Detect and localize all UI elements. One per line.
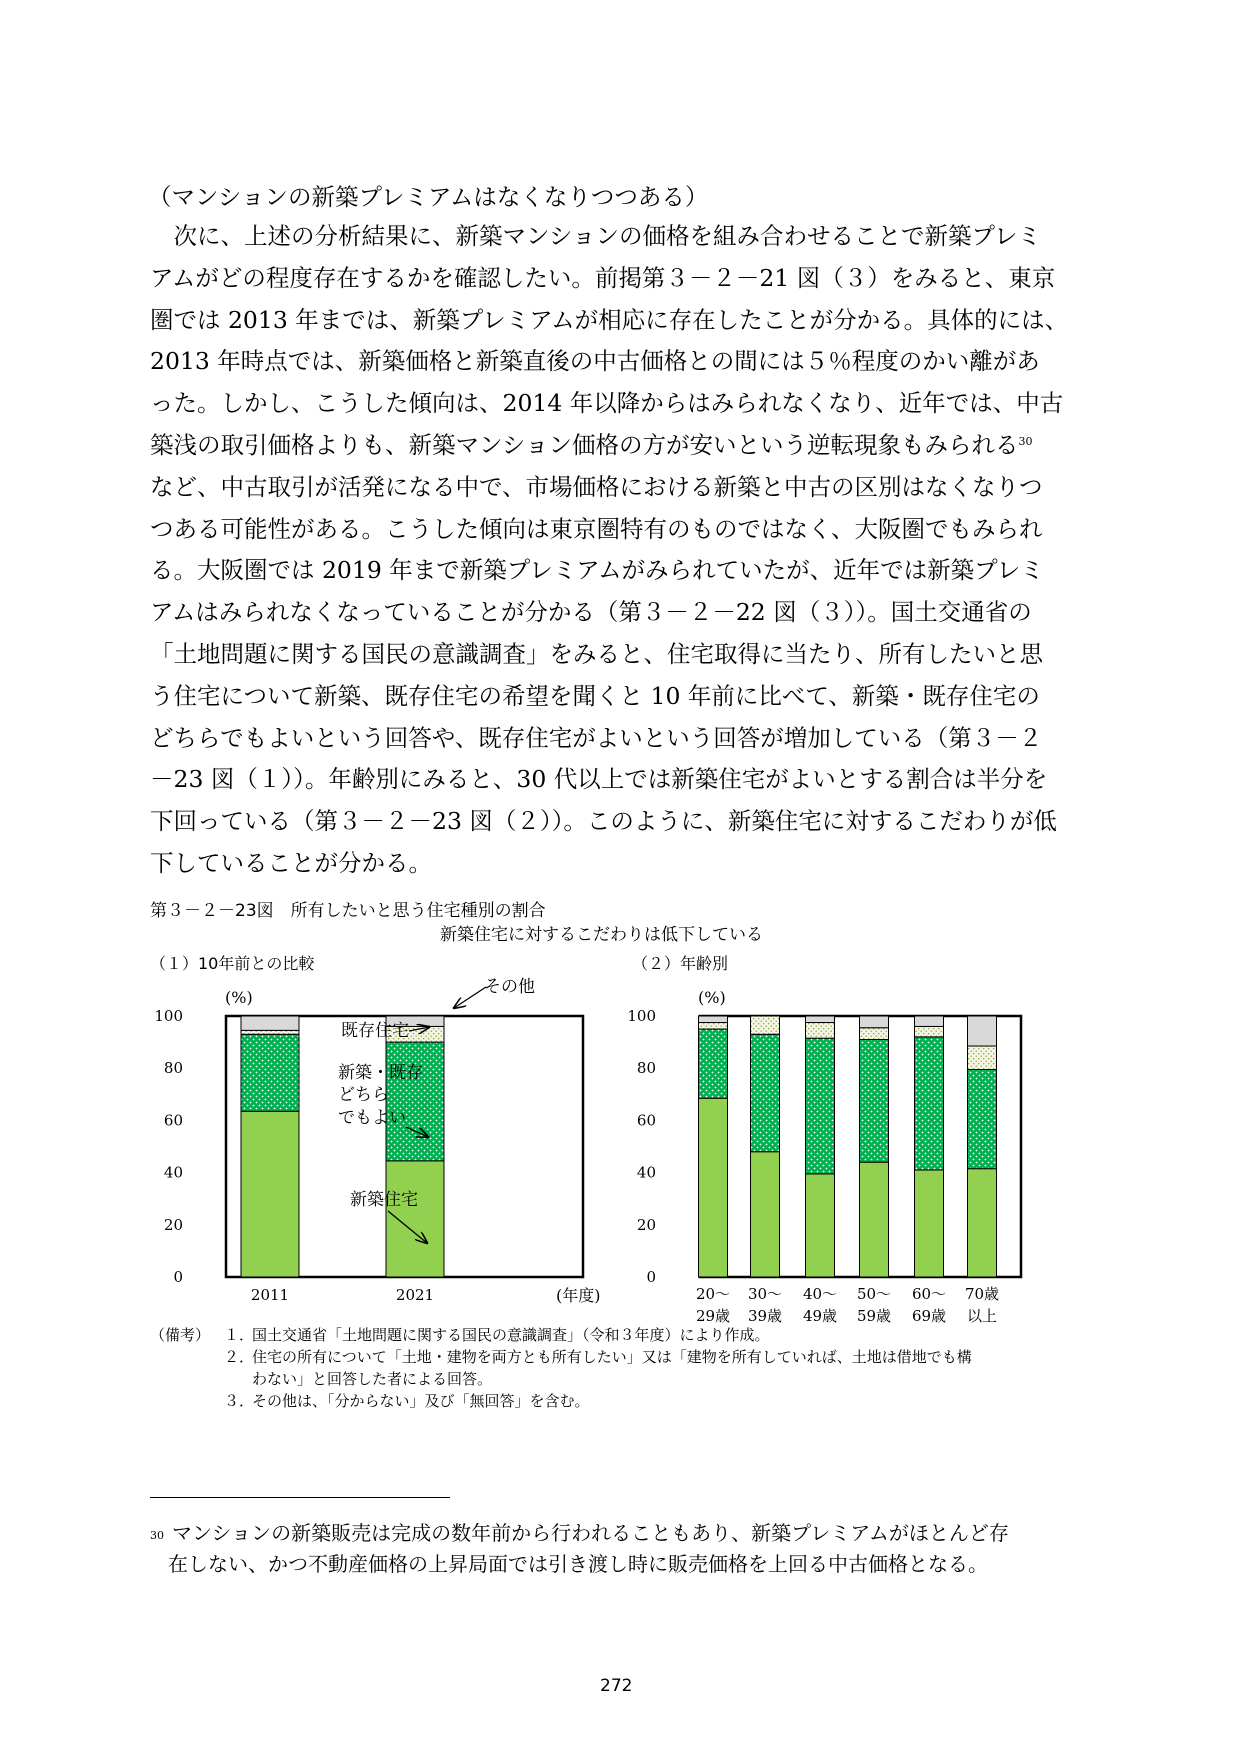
annotation-other: その他 xyxy=(484,977,535,997)
y-tick-label: 20 xyxy=(163,1215,183,1234)
footnote-number: 30 xyxy=(150,1529,164,1542)
bar-segment-existing xyxy=(915,1026,944,1036)
x-tick-label: 69歳 xyxy=(911,1307,947,1325)
notes-lead: （備考） xyxy=(150,1326,211,1344)
bar-segment-either xyxy=(915,1037,944,1170)
bar-segment-either xyxy=(860,1039,889,1162)
bar-segment-new xyxy=(806,1174,835,1277)
x-tick-label: 70歳 xyxy=(964,1285,1000,1303)
panel1-chart xyxy=(154,977,600,1305)
bar-segment-existing xyxy=(699,1023,728,1030)
panel2-label: （２）年齢別 xyxy=(632,954,729,973)
panel2-chart xyxy=(627,988,1021,1325)
note-number: ３． xyxy=(224,1392,255,1410)
footnote-divider xyxy=(150,1497,450,1498)
panel1-y-unit: (%) xyxy=(225,988,253,1007)
annotation-other-arrow xyxy=(454,987,486,1008)
note-text: その他は、「分からない」及び「無回答」を含む。 xyxy=(252,1392,590,1410)
figure-title: 第３－２－23図 所有したいと思う住宅種別の割合 xyxy=(150,901,546,921)
body-line: アムがどの程度存在するかを確認したい。前掲第３－２－21 図（３）をみると、東京 xyxy=(150,263,1056,292)
note-text-continued: わない」と回答した者による回答。 xyxy=(252,1370,493,1388)
bar-segment-new xyxy=(968,1169,997,1277)
bar-segment-other xyxy=(806,1016,835,1023)
bar-segment-new xyxy=(241,1111,299,1277)
y-tick-label: 0 xyxy=(646,1268,656,1286)
body-line: 2013 年時点では、新築価格と新築直後の中古価格との間には５％程度のかい離があ xyxy=(150,347,1040,376)
footnote-line xyxy=(150,1518,1009,1549)
footnote xyxy=(150,1518,1009,1580)
bar-segment-new xyxy=(751,1152,780,1277)
y-tick-label: 80 xyxy=(636,1059,656,1078)
bar-segment-existing xyxy=(751,1016,780,1034)
body-line: 「土地問題に関する国民の意識調査」をみると、住宅取得に当たり、所有したいと思 xyxy=(150,639,1043,668)
section-heading: （マンションの新築プレミアムはなくなりつつある） xyxy=(148,183,709,211)
annotation-new: 新築住宅 xyxy=(350,1190,418,1210)
body-line: アムはみられなくなっていることが分かる（第３－２－22 図（３））。国土交通省の xyxy=(150,598,1032,627)
body-line: 圏では 2013 年までは、新築プレミアムが相応に存在したことが分かる。具体的には、 xyxy=(150,305,1069,334)
x-tick-label: 49歳 xyxy=(802,1307,838,1325)
body-line: 次に、上述の分析結果に、新築マンションの価格を組み合わせることで新築プレミ xyxy=(150,222,1042,250)
annotation-either-3: でもよい xyxy=(338,1108,406,1128)
x-tick-label: 59歳 xyxy=(856,1307,892,1325)
x-tick-label: 40～ xyxy=(802,1285,838,1303)
figure-subtitle: 新築住宅に対するこだわりは低下している xyxy=(440,925,763,945)
annotation-either-2: どちら xyxy=(338,1085,389,1105)
body-text xyxy=(150,216,1090,885)
bar-segment-either xyxy=(806,1038,835,1174)
figure-notes xyxy=(150,1324,972,1412)
annotation-either-1: 新築・既存 xyxy=(338,1063,423,1083)
body-line: 築浅の取引価格よりも、新築マンション価格の方が安いという逆転現象もみられる xyxy=(150,430,1019,459)
bar-segment-existing xyxy=(968,1046,997,1069)
y-tick-label: 100 xyxy=(154,1007,183,1025)
x-tick-label: 29歳 xyxy=(695,1307,731,1325)
footnote-text: マンションの新築販売は完成の数年前から行われることもあり、新築プレミアムがほとんど存 xyxy=(172,1521,1009,1545)
bar-segment-other xyxy=(699,1016,728,1023)
x-tick-label: 2011 xyxy=(250,1286,290,1304)
footnote-ref[interactable]: 30 xyxy=(1018,434,1033,448)
y-tick-label: 80 xyxy=(163,1059,183,1078)
x-tick-label: 50～ xyxy=(856,1285,892,1303)
x-tick-label: 30～ xyxy=(747,1285,783,1303)
body-line: る。大阪圏では 2019 年まで新築プレミアムがみられていたが、近年では新築プレミ xyxy=(150,556,1044,585)
panel1-label: （１）10年前との比較 xyxy=(150,954,315,973)
x-tick-label: 20～ xyxy=(695,1285,731,1303)
page-number: 272 xyxy=(600,1676,633,1696)
bar-segment-other xyxy=(860,1016,889,1028)
y-tick-label: 60 xyxy=(636,1111,656,1130)
x-tick-label: 60～ xyxy=(911,1285,947,1303)
bar-segment-existing xyxy=(860,1028,889,1040)
note-item xyxy=(150,1324,972,1346)
note-item xyxy=(150,1346,972,1368)
body-line: どちらでもよいという回答や、既存住宅がよいという回答が増加している（第３－２ xyxy=(150,723,1043,752)
panel2-y-unit: (%) xyxy=(698,988,726,1007)
bar-segment-either xyxy=(751,1034,780,1151)
x-tick-label: 2021 xyxy=(395,1286,435,1304)
body-line: －23 図（１））。年齢別にみると、30 代以上では新築住宅がよいとする割合は半分を xyxy=(150,765,1048,794)
body-line: 下回っている（第３－２－23 図（２））。このように、新築住宅に対するこだわりが低 xyxy=(150,807,1057,836)
body-line: つある可能性がある。こうした傾向は東京圏特有のものではなく、大阪圏でもみられ xyxy=(150,514,1043,543)
bar-segment-either xyxy=(386,1042,444,1161)
note-text: 国土交通省「土地問題に関する国民の意識調査」（令和３年度）により作成。 xyxy=(252,1326,770,1344)
y-tick-label: 60 xyxy=(163,1111,183,1130)
annotation-existing: 既存住宅 xyxy=(341,1021,409,1041)
bar-segment-other xyxy=(915,1016,944,1026)
y-tick-label: 20 xyxy=(636,1215,656,1234)
body-line: 下していることが分かる。 xyxy=(150,848,432,877)
bar-segment-new xyxy=(386,1161,444,1277)
y-tick-label: 40 xyxy=(636,1163,656,1182)
bar-segment-existing xyxy=(241,1030,299,1034)
y-tick-label: 0 xyxy=(173,1268,183,1286)
y-tick-label: 100 xyxy=(627,1007,656,1025)
bar-segment-other xyxy=(968,1016,997,1046)
bar-segment-either xyxy=(241,1034,299,1111)
note-text: 住宅の所有について「土地・建物を両方とも所有したい」又は「建物を所有していれば、土地は借地でも構 xyxy=(252,1348,972,1366)
bar-segment-new xyxy=(860,1162,889,1277)
panel1-x-unit: (年度) xyxy=(556,1286,601,1305)
body-line: った。しかし、こうした傾向は、2014 年以降からはみられなくなり、近年では、中古 xyxy=(150,389,1064,418)
figure-charts xyxy=(0,960,1241,1325)
note-number: １． xyxy=(224,1326,255,1344)
note-item xyxy=(150,1390,972,1412)
bar-segment-existing xyxy=(806,1023,835,1039)
body-line: う住宅について新築、既存住宅の希望を聞くと 10 年前に比べて、新築・既存住宅の xyxy=(150,681,1040,710)
x-tick-label: 39歳 xyxy=(747,1307,783,1325)
footnote-line: 在しない、かつ不動産価格の上昇局面では引き渡し時に販売価格を上回る中古価格となる。 xyxy=(168,1552,988,1576)
bar-segment-new xyxy=(915,1170,944,1277)
y-tick-label: 40 xyxy=(163,1163,183,1182)
note-number: ２． xyxy=(224,1348,255,1366)
x-tick-label: 以上 xyxy=(966,1307,998,1325)
bar-segment-either xyxy=(699,1029,728,1098)
body-line: など、中古取引が活発になる中で、市場価格における新築と中古の区別はなくなりつ xyxy=(150,472,1043,501)
body-line-with-ref xyxy=(150,425,1090,467)
bar-segment-other xyxy=(241,1016,299,1030)
bar-segment-new xyxy=(699,1098,728,1277)
bar-segment-either xyxy=(968,1070,997,1169)
